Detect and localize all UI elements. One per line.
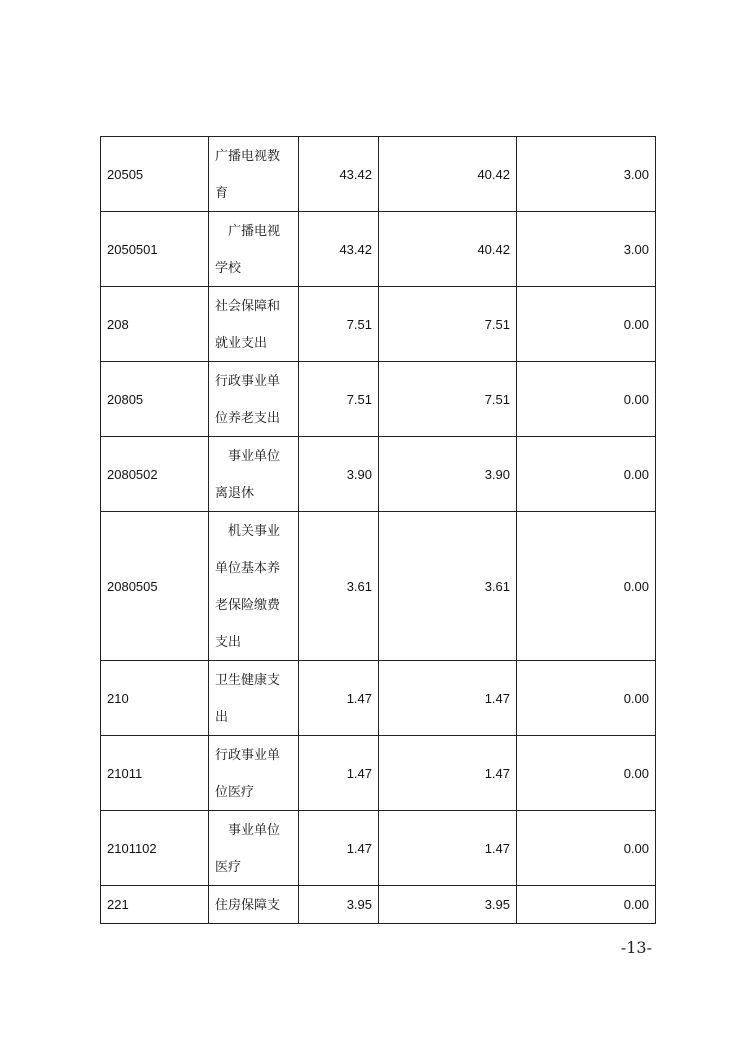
subject-code-text: 210 xyxy=(107,690,129,706)
total-value-cell xyxy=(299,437,379,512)
project-expenditure-cell xyxy=(517,287,656,362)
subject-code-text: 20505 xyxy=(107,166,144,182)
subject-code-text: 21011 xyxy=(107,765,143,781)
basic-expenditure-text: 3.90 xyxy=(484,466,510,482)
subject-name-text: 住房保障支 xyxy=(215,897,281,912)
total-value-cell xyxy=(299,512,379,661)
subject-code-cell xyxy=(101,512,209,661)
subject-code-text: 221 xyxy=(107,897,129,912)
project-expenditure-cell xyxy=(517,811,656,886)
basic-expenditure-cell xyxy=(379,811,517,886)
subject-code-text: 2101102 xyxy=(107,840,157,856)
subject-name-text: 广播电视教 育 xyxy=(215,148,281,200)
total-value-cell xyxy=(299,362,379,437)
project-expenditure-text: 0.00 xyxy=(623,391,649,407)
total-value-text: 1.47 xyxy=(346,690,372,706)
project-expenditure-text: 0.00 xyxy=(623,765,649,781)
total-value-cell xyxy=(299,287,379,362)
table-row xyxy=(101,661,656,736)
total-value-cell xyxy=(299,137,379,212)
table-row xyxy=(101,287,656,362)
project-expenditure-text: 0.00 xyxy=(623,690,649,706)
basic-expenditure-cell xyxy=(379,137,517,212)
total-value-text: 1.47 xyxy=(346,765,372,781)
total-value-text: 7.51 xyxy=(346,316,372,332)
project-expenditure-cell xyxy=(517,137,656,212)
basic-expenditure-cell xyxy=(379,362,517,437)
project-expenditure-cell xyxy=(517,362,656,437)
subject-name-text: 事业单位 离退休 xyxy=(215,448,281,500)
table-body xyxy=(101,137,656,924)
project-expenditure-text: 0.00 xyxy=(623,578,649,594)
table-row xyxy=(101,212,656,287)
basic-expenditure-cell xyxy=(379,287,517,362)
basic-expenditure-text: 3.61 xyxy=(484,578,510,594)
subject-name-cell xyxy=(209,287,299,362)
basic-expenditure-cell xyxy=(379,736,517,811)
project-expenditure-text: 0.00 xyxy=(623,897,649,912)
subject-name-cell xyxy=(209,212,299,287)
table-row xyxy=(101,811,656,886)
subject-code-cell xyxy=(101,137,209,212)
subject-code-cell xyxy=(101,287,209,362)
basic-expenditure-text: 1.47 xyxy=(484,840,510,856)
project-expenditure-cell xyxy=(517,661,656,736)
subject-name-cell xyxy=(209,137,299,212)
basic-expenditure-cell xyxy=(379,661,517,736)
subject-code-text: 2080505 xyxy=(107,578,158,594)
subject-code-cell xyxy=(101,736,209,811)
subject-code-cell xyxy=(101,362,209,437)
table-row xyxy=(101,886,656,924)
subject-code-cell xyxy=(101,212,209,287)
subject-code-cell xyxy=(101,661,209,736)
project-expenditure-text: 0.00 xyxy=(623,316,649,332)
total-value-cell xyxy=(299,736,379,811)
project-expenditure-text: 0.00 xyxy=(623,840,649,856)
basic-expenditure-text: 40.42 xyxy=(477,166,510,182)
subject-code-cell xyxy=(101,886,209,924)
subject-name-text: 广播电视 学校 xyxy=(215,223,281,275)
table-row xyxy=(101,736,656,811)
table-row xyxy=(101,512,656,661)
subject-code-text: 2080502 xyxy=(107,466,158,482)
project-expenditure-text: 3.00 xyxy=(623,166,649,182)
total-value-text: 3.90 xyxy=(346,466,372,482)
subject-code-text: 20805 xyxy=(107,391,144,407)
subject-name-cell xyxy=(209,362,299,437)
project-expenditure-cell xyxy=(517,512,656,661)
table-row xyxy=(101,362,656,437)
basic-expenditure-text: 1.47 xyxy=(484,765,510,781)
total-value-text: 43.42 xyxy=(339,241,372,257)
subject-name-text: 行政事业单 位医疗 xyxy=(215,747,281,799)
basic-expenditure-text: 3.95 xyxy=(484,897,510,912)
total-value-cell xyxy=(299,886,379,924)
basic-expenditure-text: 7.51 xyxy=(484,391,510,407)
subject-name-text: 行政事业单 位养老支出 xyxy=(215,373,281,425)
basic-expenditure-cell xyxy=(379,886,517,924)
budget-table xyxy=(100,136,656,924)
total-value-text: 3.95 xyxy=(346,897,372,912)
page-number: -13- xyxy=(620,938,652,957)
total-value-cell xyxy=(299,811,379,886)
subject-name-text: 社会保障和 就业支出 xyxy=(215,298,281,350)
basic-expenditure-cell xyxy=(379,212,517,287)
total-value-text: 1.47 xyxy=(346,840,372,856)
total-value-cell xyxy=(299,661,379,736)
subject-name-text: 机关事业 单位基本养 老保险缴费 支出 xyxy=(215,523,281,649)
basic-expenditure-cell xyxy=(379,512,517,661)
subject-code-text: 2050501 xyxy=(107,241,158,257)
subject-name-cell xyxy=(209,661,299,736)
project-expenditure-cell xyxy=(517,437,656,512)
table-row xyxy=(101,437,656,512)
project-expenditure-cell xyxy=(517,212,656,287)
basic-expenditure-cell xyxy=(379,437,517,512)
subject-name-cell xyxy=(209,437,299,512)
subject-name-text: 事业单位 医疗 xyxy=(215,822,281,874)
subject-code-cell xyxy=(101,437,209,512)
subject-name-text: 卫生健康支 出 xyxy=(215,672,281,724)
total-value-text: 3.61 xyxy=(346,578,372,594)
total-value-text: 7.51 xyxy=(346,391,372,407)
project-expenditure-text: 0.00 xyxy=(623,466,649,482)
subject-name-cell xyxy=(209,736,299,811)
subject-code-text: 208 xyxy=(107,316,129,332)
subject-name-cell xyxy=(209,886,299,924)
table-row xyxy=(101,137,656,212)
basic-expenditure-text: 40.42 xyxy=(477,241,510,257)
total-value-text: 43.42 xyxy=(339,166,372,182)
subject-name-cell xyxy=(209,811,299,886)
project-expenditure-text: 3.00 xyxy=(623,241,649,257)
project-expenditure-cell xyxy=(517,736,656,811)
subject-name-cell xyxy=(209,512,299,661)
total-value-cell xyxy=(299,212,379,287)
basic-expenditure-text: 1.47 xyxy=(484,690,510,706)
project-expenditure-cell xyxy=(517,886,656,924)
basic-expenditure-text: 7.51 xyxy=(484,316,510,332)
subject-code-cell xyxy=(101,811,209,886)
